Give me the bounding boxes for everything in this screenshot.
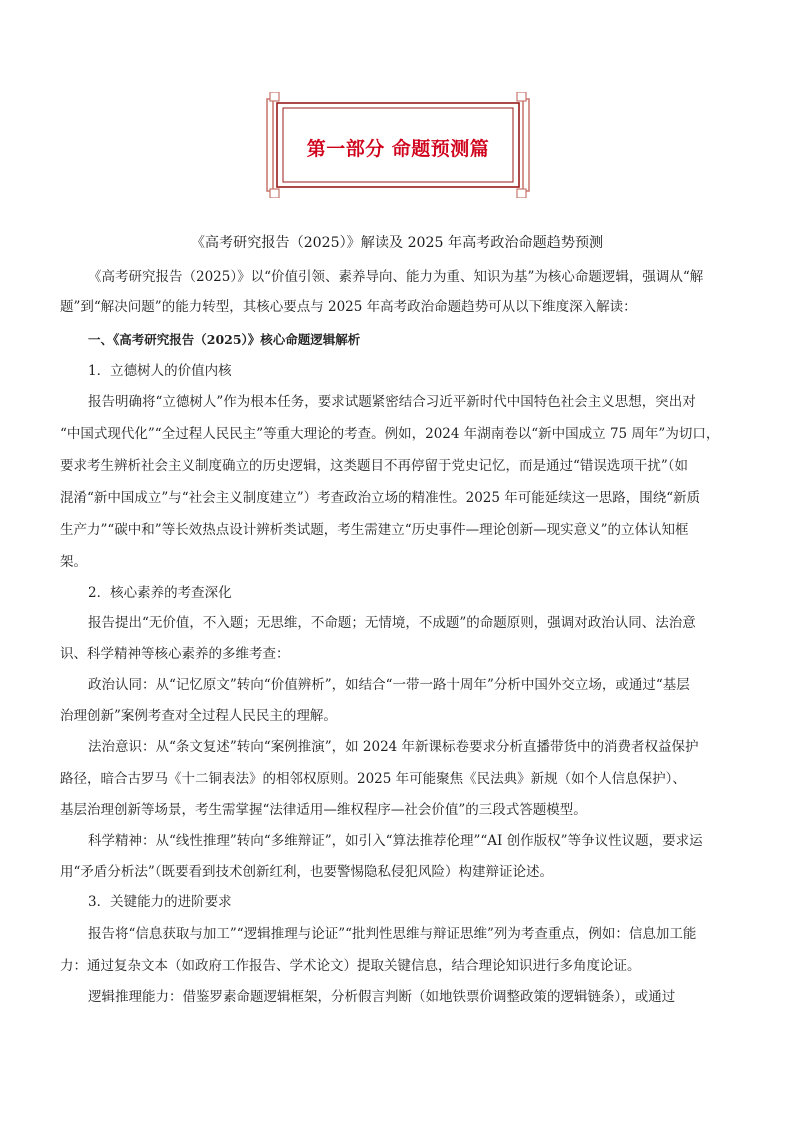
- section-heading: 一、《高考研究报告（2025）》核心命题逻辑解析: [88, 332, 361, 347]
- paragraph-line: 路径，暗合古罗马《十二铜表法》的相邻权原则。2025 年可能聚焦《民法典》新规（如个人信息保护）、: [60, 771, 686, 787]
- paragraph-line: 报告明确将“立德树人”作为根本任务，要求试题紧密结合习近平新时代中国特色社会主义思想，突出对: [88, 394, 696, 410]
- subsection-heading: 2．核心素养的考查深化: [88, 585, 232, 601]
- paragraph-line: 《高考研究报告（2025）》以“价值引领、素养导向、能力为重、知识为基”为核心命题逻辑，强调从“解: [88, 269, 704, 285]
- paragraph-line: 生产力”“碳中和”等长效热点设计辨析类试题，考生需建立“历史事件—理论创新—现实意义”的立体认知框: [60, 522, 689, 538]
- subsection-heading: 1．立德树人的价值内核: [88, 363, 232, 379]
- paragraph-line: 逻辑推理能力：借鉴罗素命题逻辑框架，分析假言判断（如地铁票价调整政策的逻辑链条），或通过: [88, 989, 676, 1005]
- paragraph-line: 架。: [60, 554, 87, 570]
- paragraph-line: 混淆“新中国成立”与“社会主义制度建立”）考查政治立场的精准性。2025 年可能延续这一思路，围绕“新质: [60, 490, 701, 506]
- paragraph-line: 政治认同：从“记忆原文”转向“价值辨析”，如结合“一带一路十周年”分析中国外交立场，或通过“基层: [88, 677, 690, 693]
- section-banner: [263, 92, 533, 198]
- paragraph-line: 力：通过复杂文本（如政府工作报告、学术论文）提取关键信息，结合理论知识进行多角度论证。: [60, 958, 641, 974]
- banner-title: 第一部分 命题预测篇: [306, 138, 490, 160]
- paragraph-line: 科学精神：从“线性推理”转向“多维辩证”，如引入“算法推荐伦理”“AI 创作版权”等争议性议题，要求运: [88, 833, 703, 849]
- paragraph-line: 治理创新”案例考查对全过程人民民主的理解。: [60, 708, 337, 724]
- subsection-heading: 3．关键能力的进阶要求: [88, 894, 232, 910]
- paragraph-line: 报告将“信息获取与加工”“逻辑推理与论证”“批判性思维与辩证思维”列为考查重点，例如：信息加工能: [88, 926, 697, 942]
- paragraph-line: 要求考生辨析社会主义制度确立的历史逻辑，这类题目不再停留于党史记忆，而是通过“错误选项干扰”（如: [60, 458, 689, 474]
- paragraph-line: “中国式现代化”“全过程人民民主”等重大理论的考查。例如，2024 年湖南卷以“新中国成立 75 周年”为切口，: [60, 426, 720, 442]
- paragraph-line: 法治意识：从“条文复述”转向“案例推演”，如 2024 年新课标卷要求分析直播带货中的消费者权益保护: [88, 739, 699, 755]
- paragraph-line: 题”到“解决问题”的能力转型，其核心要点与 2025 年高考政治命题趋势可从以下维度深入解读：: [60, 299, 637, 315]
- paragraph-line: 用“矛盾分析法”（既要看到技术创新红利，也要警惕隐私侵犯风险）构建辩证论述。: [60, 864, 554, 880]
- paragraph-line: 识、科学精神等核心素养的多维考查：: [60, 646, 290, 662]
- paragraph-line: 报告提出“无价值，不入题；无思维，不命题；无情境，不成题”的命题原则，强调对政治认同、法治意: [88, 615, 696, 631]
- paragraph-line: 基层治理创新等场景，考生需掌握“法律适用—维权程序—社会价值”的三段式答题模型。: [60, 802, 587, 818]
- document-title: 《高考研究报告（2025）》解读及 2025 年高考政治命题趋势预测: [190, 235, 604, 251]
